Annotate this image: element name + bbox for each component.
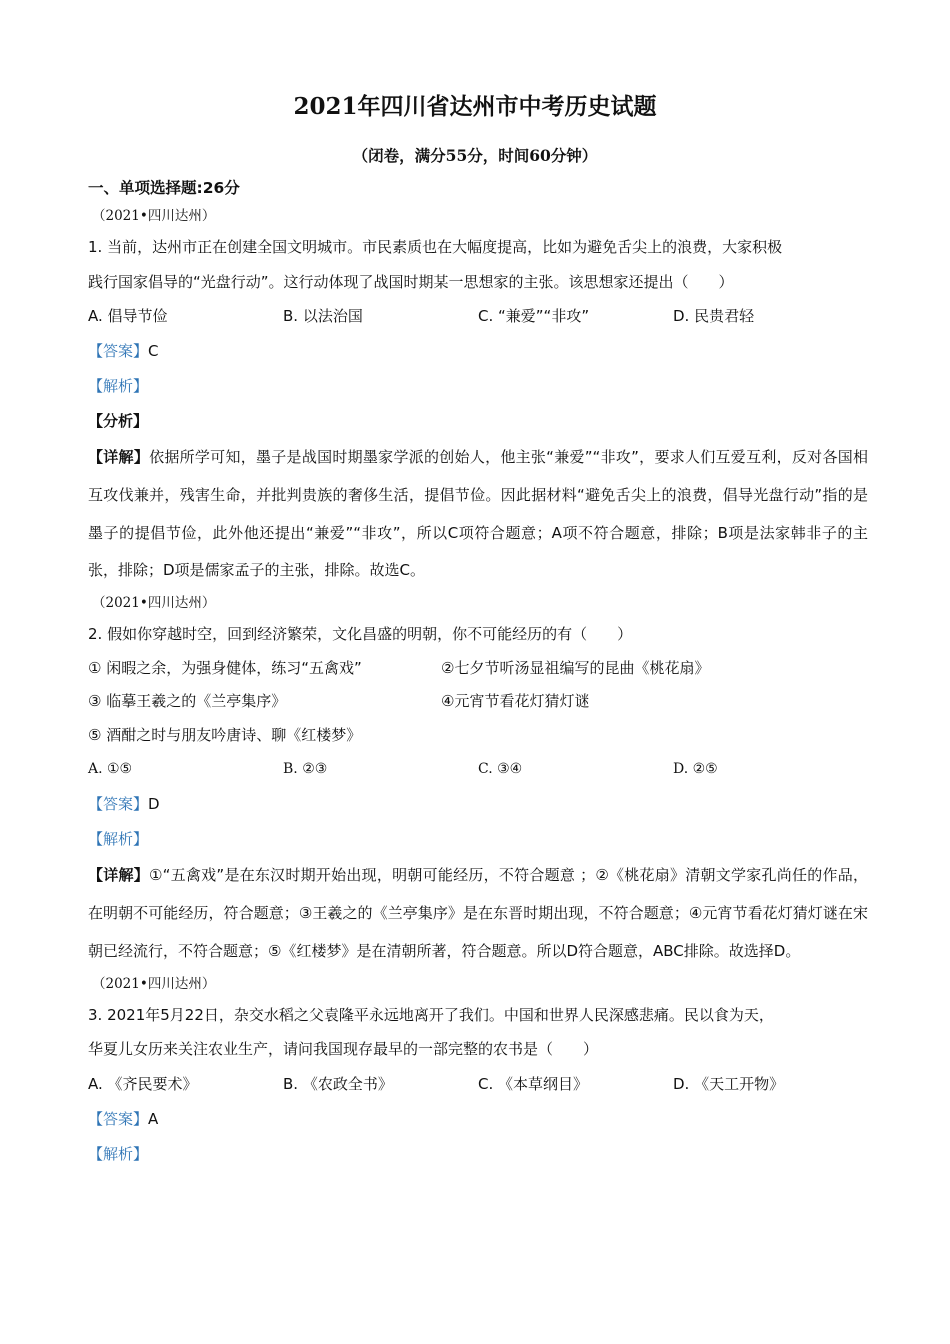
question-stem-line: 1. 当前，达州市正在创建全国文明城市。市民素质也在大幅度提高，比如为避免舌尖上的浪费，大家积极 (88, 238, 783, 256)
answer-value: C (148, 342, 159, 360)
question-2 (88, 590, 868, 970)
question-3 (88, 971, 868, 1172)
item-2: ②七夕节听汤显祖编写的昆曲《桃花扇》 (441, 658, 710, 677)
detail-paragraph (88, 857, 868, 970)
option-c: C. “兼爱”“非攻” (478, 307, 590, 325)
question-stem-line: 华夏儿女历来关注农业生产，请问我国现存最早的一部完整的农书是（ ） (88, 1040, 599, 1059)
option-b: B. 《农政全书》 (283, 1074, 393, 1093)
options-row (88, 299, 868, 334)
item-3: ③ 临摹王羲之的《兰亭集序》 (88, 692, 287, 711)
option-a: A. 《齐民要术》 (88, 1074, 198, 1093)
option-a: A. ①⑤ (88, 761, 133, 778)
option-c: C. 《本草纲目》 (478, 1074, 589, 1093)
option-b: B. ②③ (283, 761, 328, 778)
detail-paragraph (88, 439, 868, 590)
item-row (88, 652, 868, 686)
item-row (88, 719, 868, 753)
answer-label: 【答案】 (88, 342, 149, 360)
answer-line (88, 787, 868, 822)
section-heading: 一、单项选择题:26分 (88, 179, 240, 197)
answer-line (88, 334, 868, 369)
item-row (88, 685, 868, 719)
option-b: B. 以法治国 (283, 307, 363, 325)
option-d: D. 《天工开物》 (673, 1074, 785, 1093)
analysis-label: 【解析】 (88, 377, 149, 395)
detail-label: 【详解】 (88, 866, 149, 885)
answer-value: A (148, 1109, 159, 1128)
option-c: C. ③④ (478, 761, 523, 778)
item-1: ① 闲暇之余，为强身健体，练习“五禽戏” (88, 658, 362, 677)
question-source: （2021•四川达州） (92, 208, 216, 224)
answer-label: 【答案】 (88, 795, 149, 814)
answer-value: D (148, 795, 160, 814)
answer-label: 【答案】 (88, 1109, 149, 1128)
item-4: ④元宵节看花灯猜灯谜 (441, 692, 590, 711)
detail-label: 【详解】 (88, 448, 150, 466)
detail-text: ①“五禽戏”是在东汉时期开始出现，明朝可能经历，不符合题意 ；②《桃花扇》清朝文学家孔尚任的作品，在明朝不可能经历，符合题意；③王羲之的《兰亭集序》是在东晋时期出现，不符合题意；④元宵节看花灯猜灯谜在宋朝已经流行，不符合题意；⑤《红楼梦》是在清朝所著，符合题意。所以D符合题意，ABC排除。故选择D。 (88, 866, 868, 960)
option-d: D. ②⑤ (673, 761, 718, 778)
exam-content (88, 173, 868, 1172)
answer-line (88, 1102, 868, 1137)
options-row (88, 1067, 868, 1102)
question-stem-line: 3. 2021年5月22日，杂交水稻之父袁隆平永远地离开了我们。中国和世界人民深感悲痛。民以食为天， (88, 1005, 774, 1024)
analysis-label: 【解析】 (88, 1144, 149, 1163)
option-a: A. 倡导节俭 (88, 307, 168, 325)
item-5: ⑤ 酒酣之时与朋友吟唐诗、聊《红楼梦》 (88, 725, 362, 744)
page-subtitle: （闭卷，满分55分，时间60分钟） (352, 146, 598, 165)
analysis-label: 【解析】 (88, 830, 149, 849)
question-1 (88, 203, 868, 590)
question-stem-line: 2. 假如你穿越时空，回到经济繁荣，文化昌盛的明朝，你不可能经历的有（ ） (88, 625, 633, 644)
option-d: D. 民贵君轻 (673, 307, 755, 325)
question-source: （2021•四川达州） (92, 975, 216, 992)
fenxi-label: 【分析】 (88, 412, 149, 430)
page-title: 2021年四川省达州市中考历史试题 (293, 93, 657, 120)
question-stem-line: 践行国家倡导的“光盘行动”。这行动体现了战国时期某一思想家的主张。该思想家还提出（ ） (88, 272, 734, 291)
detail-text: 依据所学可知，墨子是战国时期墨家学派的创始人，他主张“兼爱”“非攻”，要求人们互爱互利，反对各国相互攻伐兼并，残害生命，并批判贵族的奢侈生活，提倡节俭。因此据材料“避免舌尖上的浪费，倡导光盘行动”指的是墨子的提倡节俭，此外他还提出“兼爱”“非攻”，所以C项符合题意；A项不符合题意，排除；B项是法家韩非子的主张，排除；D项是儒家孟子的主张，排除。故选C。 (88, 448, 868, 580)
options-row (88, 752, 868, 787)
question-source: （2021•四川达州） (92, 595, 216, 612)
